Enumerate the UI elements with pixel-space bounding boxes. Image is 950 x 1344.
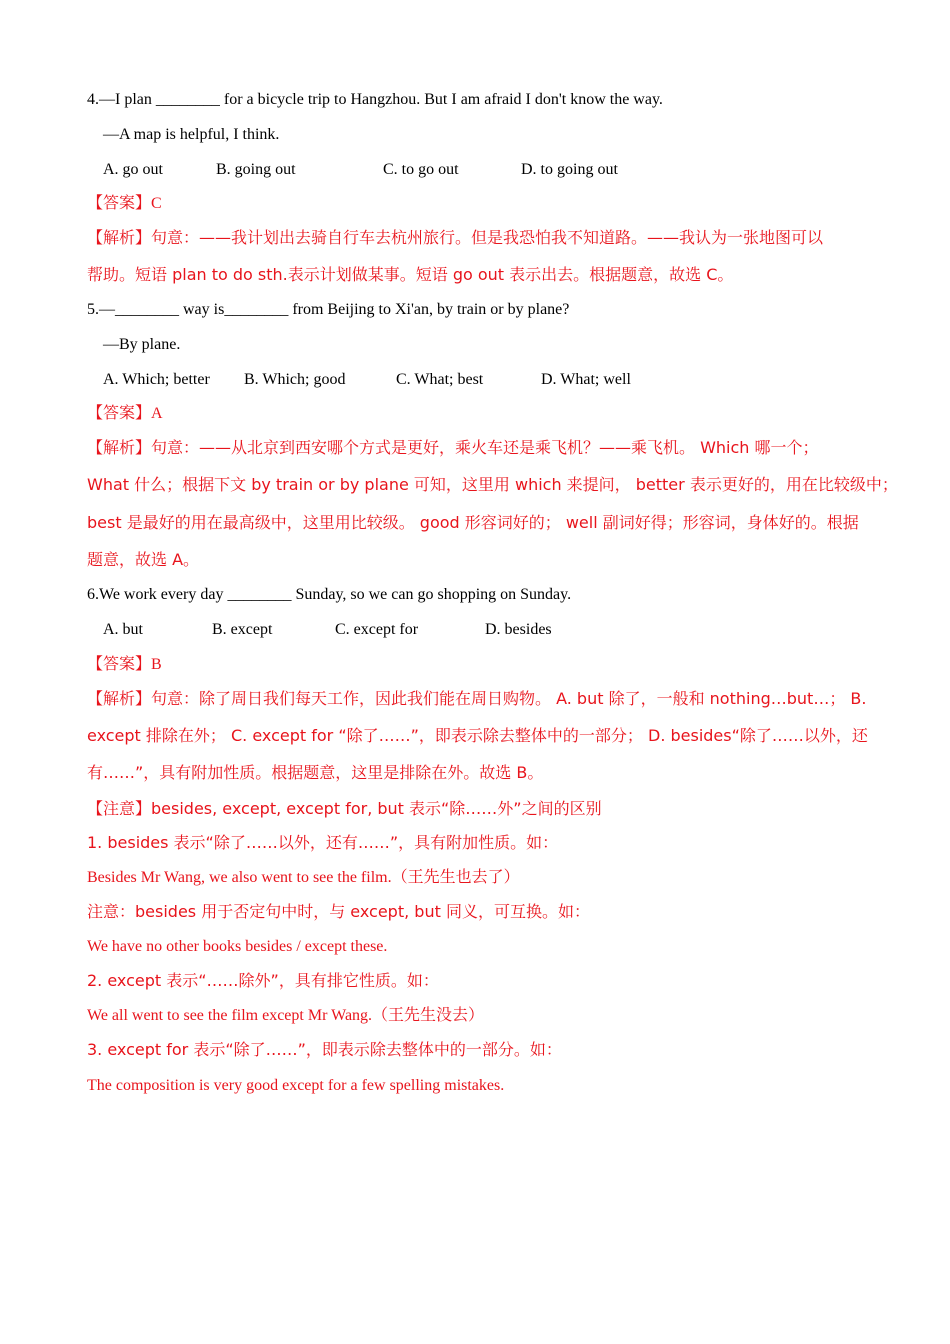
q5-analysis-line-1: 【解析】句意：——从北京到西安哪个方式是更好，乘火车还是乘飞机？——乘飞机。 Which 哪一个； [87, 438, 819, 457]
note-point-1: 1. besides 表示“除了……以外，还有……”，具有附加性质。如： [87, 833, 559, 852]
q6-answer [87, 654, 162, 675]
q4-option-b: B. going out [216, 161, 296, 178]
q6-analysis-line-3: 有……”，具有附加性质。根据题意，这里是排除在外。故选 B。 [87, 763, 544, 782]
q6-analysis-line-1: 【解析】句意：除了周日我们每天工作，因此我们能在周日购物。 A. but 除了，一般和 nothing…but…； B. [87, 689, 867, 708]
q5-option-b: B. Which; good [244, 371, 346, 388]
note-title: 【注意】besides, except, except for, but 表示“除……外”之间的区别 [87, 799, 602, 818]
q6-option-c: C. except for [335, 621, 419, 638]
q4-analysis-line-2: 帮助。短语 plan to do sth.表示计划做某事。短语 go out 表示出去。根据题意，故选 C。 [87, 265, 734, 284]
q5-analysis-line-3: best 是最好的用在最高级中，这里用比较级。 good 形容词好的； well 副词好得；形容词，身体好的。根据 [87, 513, 859, 532]
q6-option-d: D. besides [485, 621, 552, 638]
note-point-2-example: We all went to see the film except Mr Wang.（王先生没去） [87, 1007, 485, 1024]
q5-answer [87, 403, 163, 424]
note-point-1-remark-example: We have no other books besides / except these. [87, 938, 388, 955]
q4-answer [87, 193, 162, 214]
q4-option-a: A. go out [103, 161, 163, 178]
q5-answer-label: 【答案】 [87, 403, 152, 422]
note-point-3-example: The composition is very good except for a few spelling mistakes. [87, 1077, 505, 1094]
q5-option-a: A. Which; better [103, 371, 210, 388]
q4-analysis-line-1: 【解析】句意：——我计划出去骑自行车去杭州旅行。但是我恐怕我不知道路。——我认为一张地图可以 [87, 228, 824, 247]
q4-question: 4.—I plan ________ for a bicycle trip to Hangzhou. But I am afraid I don't know the way. [87, 91, 663, 108]
q4-option-c: C. to go out [383, 161, 459, 178]
note-point-1-example: Besides Mr Wang, we also went to see the film.（王先生也去了） [87, 869, 520, 886]
q4-option-d: D. to going out [521, 161, 618, 178]
note-point-3: 3. except for 表示“除了……”，即表示除去整体中的一部分。如： [87, 1040, 562, 1059]
note-point-1-remark: 注意：besides 用于否定句中时，与 except, but 同义，可互换。如： [87, 902, 590, 921]
q6-answer-value: B [151, 656, 162, 673]
q5-option-c: C. What; best [396, 371, 484, 388]
q6-question: 6.We work every day ________ Sunday, so we can go shopping on Sunday. [87, 586, 572, 603]
q5-question: 5.—________ way is________ from Beijing to Xi'an, by train or by plane? [87, 301, 570, 318]
q6-analysis-line-2: except 排除在外； C. except for “除了……”，即表示除去整体中的一部分； D. besides“除了……以外，还 [87, 726, 868, 745]
q6-option-a: A. but [103, 621, 143, 638]
q5-analysis-line-4: 题意，故选 A。 [87, 550, 200, 569]
q6-option-b: B. except [212, 621, 273, 638]
note-point-2: 2. except 表示“……除外”，具有排它性质。如： [87, 971, 439, 990]
q4-answer-value: C [151, 195, 162, 212]
q4-reply: —A map is helpful, I think. [103, 126, 280, 143]
q4-answer-label: 【答案】 [87, 193, 152, 212]
q5-answer-value: A [151, 405, 163, 422]
q5-reply: —By plane. [103, 336, 181, 353]
q5-option-d: D. What; well [541, 371, 631, 388]
q6-answer-label: 【答案】 [87, 654, 152, 673]
q5-analysis-line-2: What 什么；根据下文 by train or by plane 可知，这里用 which 来提问， better 表示更好的，用在比较级中； [87, 475, 898, 494]
